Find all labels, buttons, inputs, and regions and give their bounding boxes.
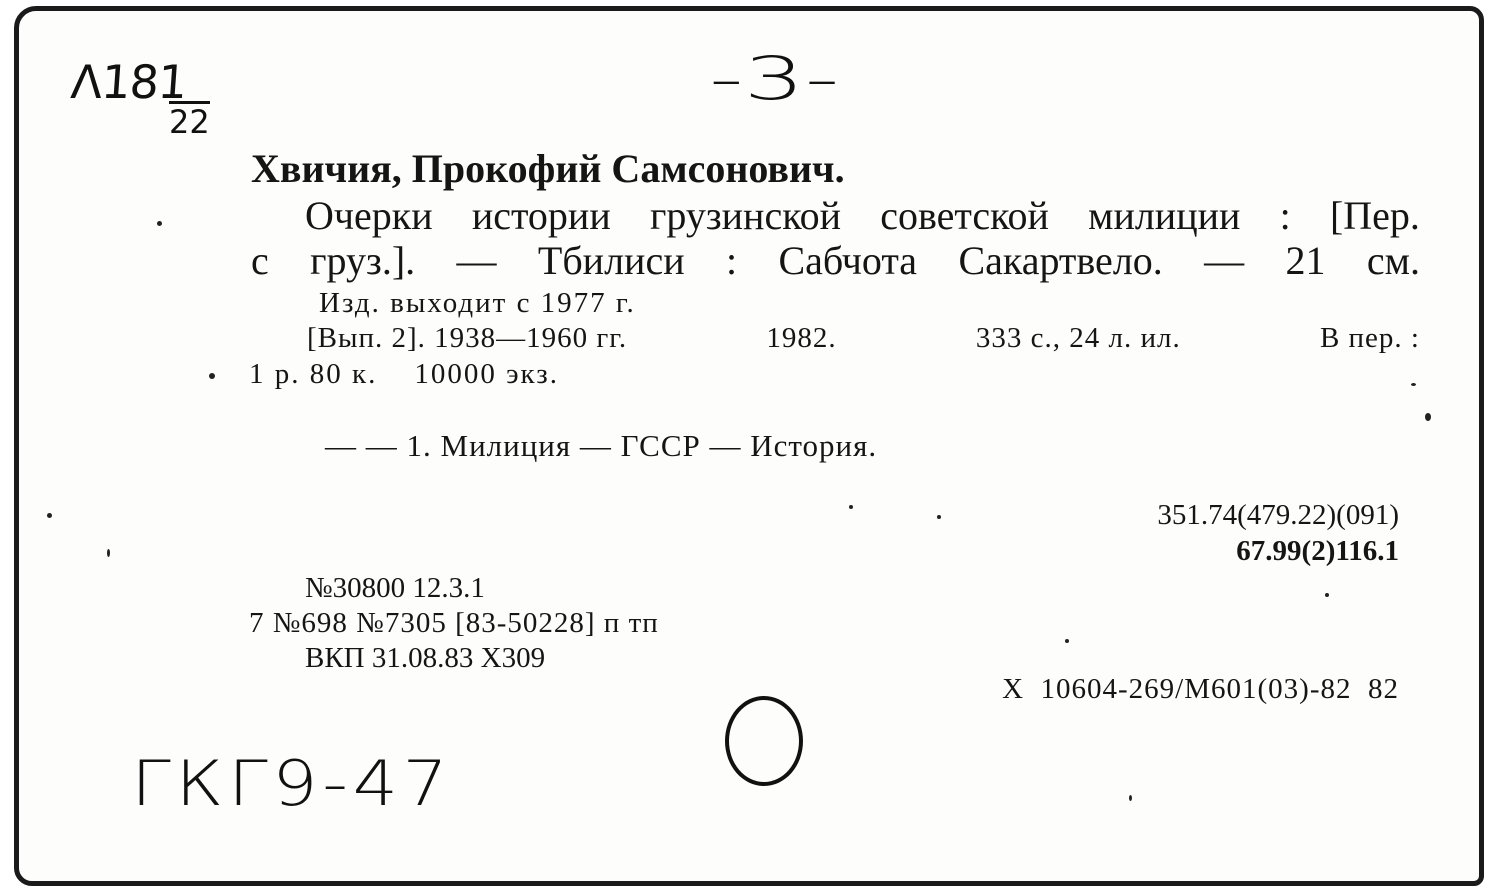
- speck: [1325, 593, 1329, 597]
- title-word: —: [456, 238, 497, 283]
- record-number: №30800 12.3.1: [305, 572, 485, 604]
- publication-note: Изд. выходит с 1977 г.: [319, 287, 636, 319]
- speck: [849, 505, 853, 509]
- title-word: [Пер.: [1329, 193, 1420, 238]
- speck: [1411, 383, 1416, 386]
- catalog-code: Х 10604-269/М601(03)-82 82: [1002, 673, 1399, 705]
- speck: [157, 221, 162, 226]
- speck: [107, 549, 110, 557]
- subject-heading: — — 1. Милиция — ГССР — История.: [325, 428, 878, 463]
- punch-hole-icon: [725, 696, 803, 786]
- handwritten-page-number: -3-: [709, 44, 840, 114]
- speck: [937, 515, 941, 519]
- title-word: истории: [471, 193, 611, 238]
- handwritten-shelfmark: Λ181: [69, 55, 189, 109]
- publication-year: 1982.: [766, 322, 837, 354]
- title-word: см.: [1366, 238, 1420, 283]
- udc-classification: 351.74(479.22)(091): [1157, 499, 1399, 531]
- speck: [1065, 639, 1069, 643]
- order-details: 7 №698 №7305 [83-50228] п тп: [249, 607, 659, 639]
- title-word: милиции: [1088, 193, 1241, 238]
- title-word: Очерки: [305, 193, 433, 238]
- volume-number: [Вып. 2]. 1938—1960 гг.: [307, 322, 628, 354]
- handwritten-shelfmark-suffix: 22: [169, 103, 210, 141]
- title-word: 21: [1285, 238, 1326, 283]
- title-word: :: [1279, 193, 1291, 238]
- title-word: Сакартвело.: [958, 238, 1163, 283]
- speck: [1425, 413, 1431, 421]
- title-word: груз.].: [310, 238, 416, 283]
- speck: [1129, 795, 1132, 801]
- handwritten-inventory-code: ГКГ9-47: [131, 747, 453, 820]
- title-line-1: [305, 193, 1420, 238]
- title-word: грузинской: [649, 193, 842, 238]
- title-word: :: [725, 238, 738, 283]
- vkp-stamp: ВКП 31.08.83 Х309: [305, 642, 546, 674]
- bbk-classification: 67.99(2)116.1: [1236, 535, 1399, 567]
- title-word: советской: [880, 193, 1049, 238]
- author-heading: Хвичия, Прокофий Самсонович.: [251, 146, 845, 191]
- speck: [209, 373, 215, 379]
- title-word: Тбилиси: [537, 238, 685, 283]
- price-and-print-run: 1 р. 80 к. 10000 экз.: [249, 358, 559, 390]
- speck: [47, 513, 52, 518]
- pagination: 333 с., 24 л. ил.: [975, 322, 1181, 354]
- binding: В пер. :: [1319, 322, 1420, 354]
- title-word: —: [1204, 238, 1245, 283]
- title-line-2: [251, 238, 1420, 283]
- catalog-card: [14, 6, 1484, 886]
- title-word: Сабчота: [778, 238, 918, 283]
- title-word: с: [251, 238, 269, 283]
- volume-details: [307, 324, 1420, 353]
